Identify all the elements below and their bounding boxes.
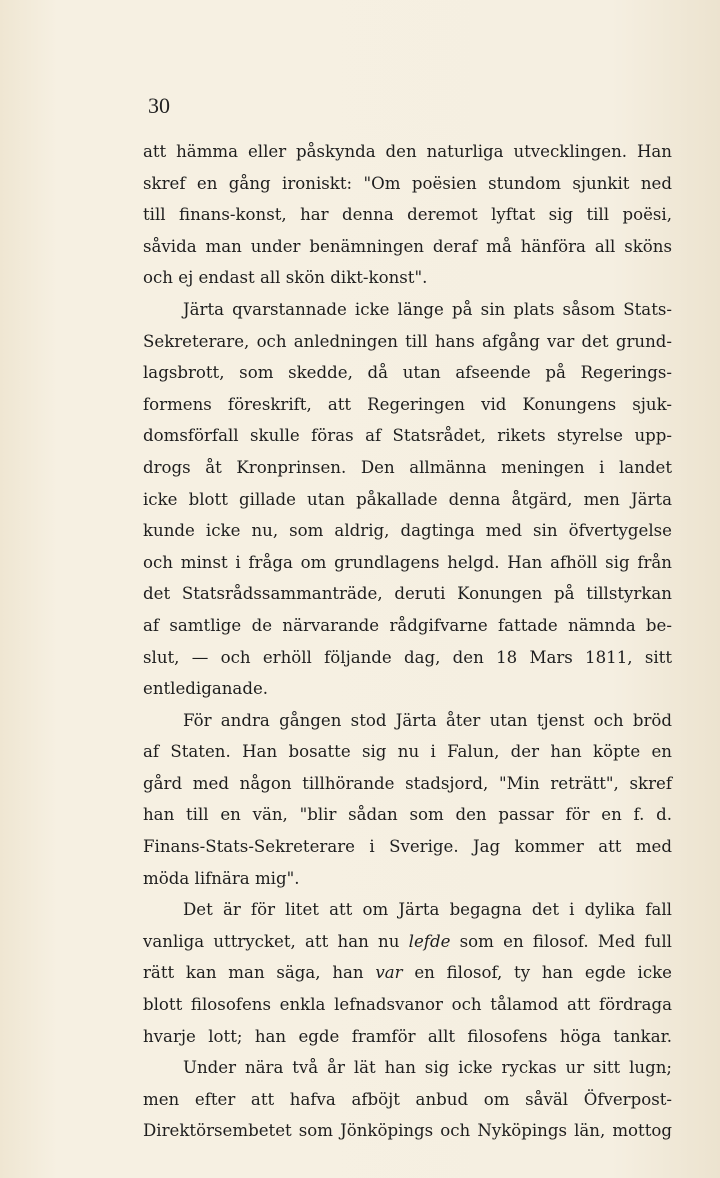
text-line: af Staten. Han bosatte sig nu i Falun, der han köpte en	[143, 742, 672, 762]
text-line: Det är för litet att om Järta begagna det i dylika fall	[183, 900, 672, 920]
text-line: Finans-Stats-Sekreterare i Sverige. Jag kommer att med	[143, 837, 672, 857]
text-line: Sekreterare, och anledningen till hans afgång var det grund-	[143, 331, 672, 351]
text-line: Järta qvarstannade icke länge på sin plats såsom Stats-	[183, 299, 672, 319]
text-line: domsförfall skulle föras af Statsrådet, rikets styrelse upp-	[143, 426, 672, 446]
text-line: Under nära två år lät han sig icke ryckas ur sitt lugn;	[183, 1058, 672, 1078]
body-text	[143, 136, 672, 1147]
text-line: vanliga uttrycket, att han nu lefde som en filosof. Med full	[143, 931, 672, 951]
text-line: till finans-konst, har denna deremot lyftat sig till poësi,	[143, 205, 672, 225]
text-line: Direktörsembetet som Jönköpings och Nyköpings län, mottog	[143, 1121, 672, 1141]
text-line: af samtlige de närvarande rådgifvarne fattade nämnda be-	[143, 615, 672, 635]
text-line: icke blott gillade utan påkallade denna åtgärd, men Järta	[143, 489, 672, 509]
text-line: möda lifnära mig".	[143, 868, 300, 888]
text-line: det Statsrådssammanträde, deruti Konungen på tillstyrkan	[143, 584, 672, 604]
text-line: men efter att hafva afböjt anbud om såväl Öfverpost-	[143, 1089, 672, 1109]
text-line: entlediganade.	[143, 679, 269, 699]
text-line: För andra gången stod Järta åter utan tjenst och bröd	[183, 710, 672, 730]
italic-word: lefde	[408, 931, 451, 951]
text-line: blott filosofens enkla lefnadsvanor och tålamod att fördraga	[143, 995, 672, 1015]
text-line: såvida man under benämningen deraf må hänföra all sköns	[143, 236, 672, 256]
text-line: drogs åt Kronprinsen. Den allmänna meningen i landet	[143, 457, 672, 477]
text-line: och minst i fråga om grundlagens helgd. Han afhöll sig från	[143, 552, 672, 572]
page-number: 30	[148, 93, 170, 118]
text-line: hvarje lott; han egde framför allt filosofens höga tankar.	[143, 1026, 672, 1046]
text-line: slut, — och erhöll följande dag, den 18 Mars 1811, sitt	[143, 647, 672, 667]
text-line: lagsbrott, som skedde, då utan afseende på Regerings-	[143, 363, 672, 383]
text-line: rätt kan man säga, han var en filosof, ty han egde icke	[143, 963, 672, 983]
text-line: formens föreskrift, att Regeringen vid Konungens sjuk-	[143, 394, 672, 414]
text-line: han till en vän, "blir sådan som den passar för en f. d.	[143, 805, 672, 825]
text-line: kunde icke nu, som aldrig, dagtinga med sin öfvertygelse	[143, 521, 672, 541]
italic-word: var	[375, 963, 403, 983]
text-line: och ej endast all skön dikt-konst".	[143, 268, 428, 288]
text-line: skref en gång ironiskt: "Om poësien stundom sjunkit ned	[143, 173, 672, 193]
text-line: gård med någon tillhörande stadsjord, "Min reträtt", skref	[143, 773, 672, 793]
text-line: att hämma eller påskynda den naturliga utvecklingen. Han	[143, 142, 672, 161]
